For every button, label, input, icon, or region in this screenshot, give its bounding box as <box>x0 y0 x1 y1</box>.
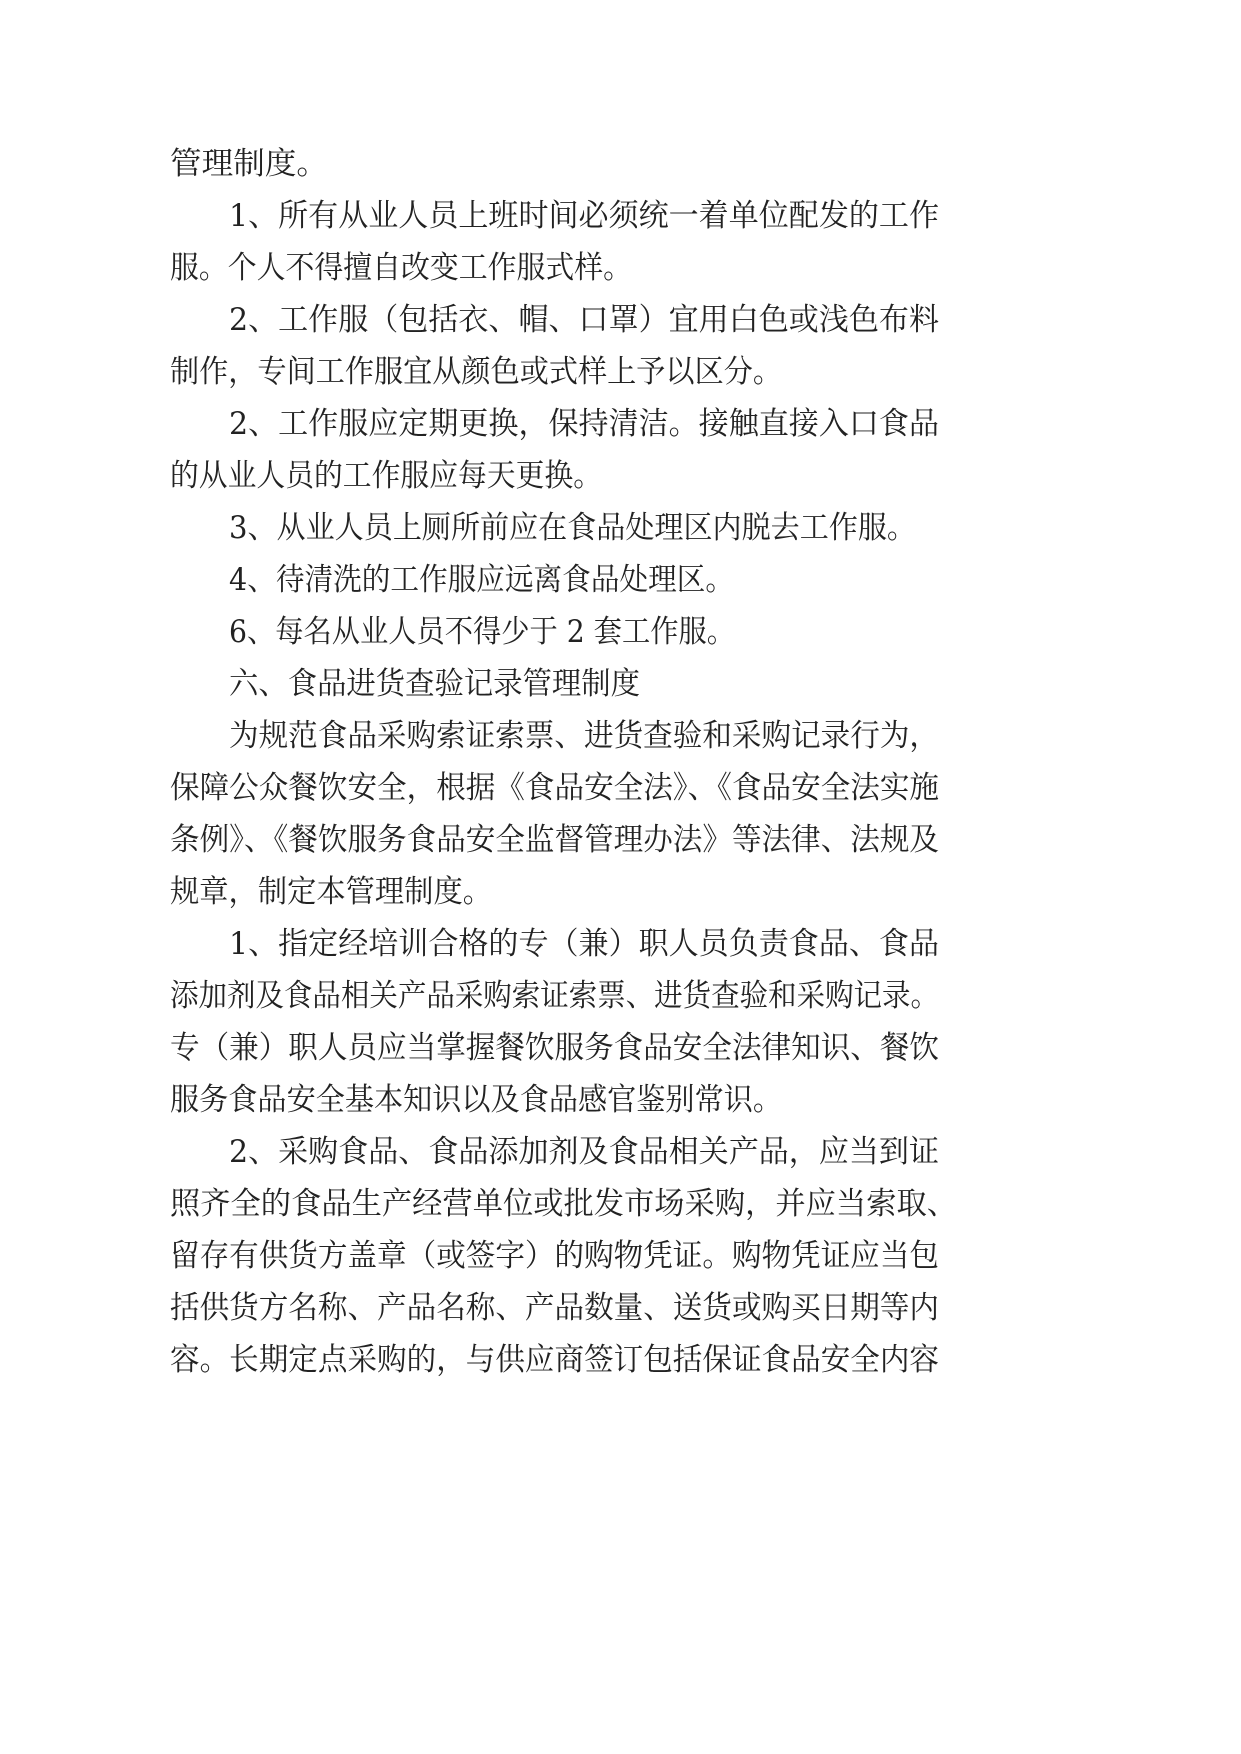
text-line: 括供货方名称、产品名称、产品数量、送货或购买日期等内 <box>170 1290 939 1326</box>
text-line: 2、工作服（包括衣、帽、口罩）宜用白色或浅色布料 <box>229 302 939 338</box>
text-line: 照齐全的食品生产经营单位或批发市场采购，并应当索取、 <box>170 1186 957 1222</box>
text-line: 保障公众餐饮安全，根据《食品安全法》、《食品安全法实施 <box>170 770 939 806</box>
text-line: 添加剂及食品相关产品采购索证索票、进货查验和采购记录。 <box>170 978 939 1014</box>
text-line: 容。长期定点采购的，与供应商签订包括保证食品安全内容 <box>170 1342 939 1378</box>
text-line: 留存有供货方盖章（或签字）的购物凭证。购物凭证应当包 <box>170 1238 939 1274</box>
text-line: 的从业人员的工作服应每天更换。 <box>170 458 602 494</box>
text-line: 条例》、《餐饮服务食品安全监督管理办法》等法律、法规及 <box>170 822 939 858</box>
text-line: 1、指定经培训合格的专（兼）职人员负责食品、食品 <box>229 926 939 962</box>
text-line: 规章，制定本管理制度。 <box>170 874 492 910</box>
text-line: 为规范食品采购索证索票、进货查验和采购记录行为， <box>229 718 939 754</box>
text-line: 6、每名从业人员不得少于 2 套工作服。 <box>229 614 735 650</box>
text-line: 2、采购食品、食品添加剂及食品相关产品，应当到证 <box>229 1134 939 1170</box>
text-line: 服。个人不得擅自改变工作服式样。 <box>170 250 632 286</box>
section-heading: 六、食品进货查验记录管理制度 <box>229 666 640 702</box>
text-line: 3、从业人员上厕所前应在食品处理区内脱去工作服。 <box>229 510 916 546</box>
text-line: 1、所有从业人员上班时间必须统一着单位配发的工作 <box>229 198 939 234</box>
text-line: 2、工作服应定期更换，保持清洁。接触直接入口食品 <box>229 406 939 442</box>
text-line: 制作，专间工作服宜从颜色或式样上予以区分。 <box>170 354 782 390</box>
text-line: 专（兼）职人员应当掌握餐饮服务食品安全法律知识、餐饮 <box>170 1030 939 1066</box>
text-line: 管理制度。 <box>170 146 328 182</box>
text-line: 4、待清洗的工作服应远离食品处理区。 <box>229 562 734 598</box>
text-line: 服务食品安全基本知识以及食品感官鉴别常识。 <box>170 1082 782 1118</box>
